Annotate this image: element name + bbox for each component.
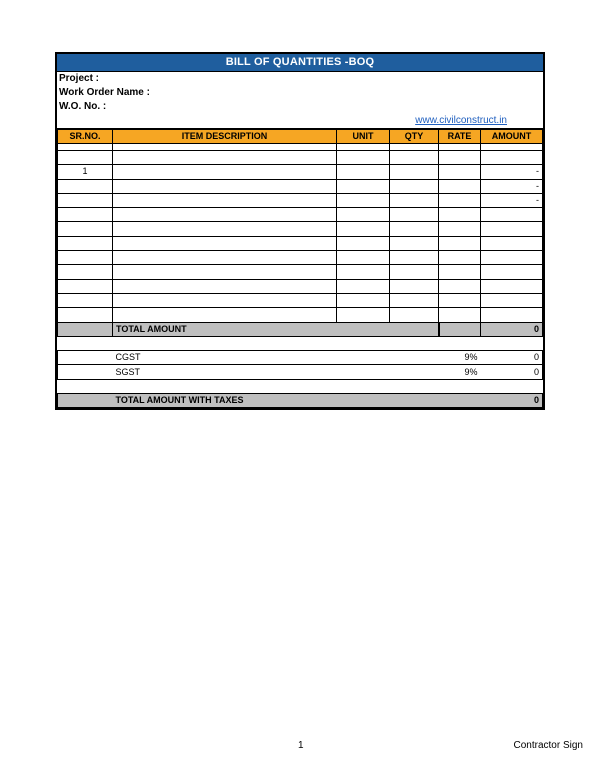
website-link[interactable]: www.civilconstruct.in	[415, 115, 507, 126]
tax-row-cgst	[58, 351, 543, 365]
cell-qty	[390, 208, 439, 222]
cell-unit	[337, 251, 390, 265]
cell-rate	[439, 193, 481, 207]
cell-unit	[337, 165, 390, 179]
cell-qty	[390, 151, 439, 165]
cell-description	[113, 236, 337, 250]
cell-unit	[337, 279, 390, 293]
cell-amount: -	[481, 193, 543, 207]
grand-total-value: 0	[481, 394, 543, 408]
cell-unit	[337, 308, 390, 322]
table-row	[58, 265, 543, 279]
cell-sr-no	[58, 222, 113, 236]
total-amount-value: 0	[481, 322, 543, 336]
project-label: Project :	[59, 73, 100, 84]
tax-value: 0	[481, 351, 543, 365]
cell-amount	[481, 265, 543, 279]
table-row	[58, 308, 543, 322]
cell-unit	[337, 236, 390, 250]
header-item-description: ITEM DESCRIPTION	[113, 129, 337, 144]
cell-unit	[337, 151, 390, 165]
cell-amount	[481, 308, 543, 322]
cell-description	[113, 308, 337, 322]
tax-name: CGST	[113, 351, 439, 365]
total-amount-row	[58, 322, 543, 336]
cell-sr-no	[58, 179, 113, 193]
cell-qty	[390, 165, 439, 179]
cell-unit	[337, 179, 390, 193]
table-row	[58, 208, 543, 222]
cell-description	[113, 151, 337, 165]
tax-value: 0	[481, 365, 543, 379]
cell-qty	[390, 222, 439, 236]
table-header-row	[58, 129, 543, 144]
cell-unit	[337, 265, 390, 279]
blank-row	[58, 336, 543, 350]
table-row	[58, 222, 543, 236]
cell-sr-no	[58, 151, 113, 165]
website-row	[57, 114, 543, 128]
tax-rate: 9%	[439, 351, 481, 365]
total-amount-label: TOTAL AMOUNT	[113, 322, 439, 336]
cell-amount	[481, 251, 543, 265]
header-amount: AMOUNT	[481, 129, 543, 144]
cell-rate	[439, 279, 481, 293]
work-order-label: Work Order Name :	[59, 87, 150, 98]
cell-amount: -	[481, 179, 543, 193]
page-number: 1	[298, 740, 304, 751]
cell-sr-no	[58, 193, 113, 207]
table-row	[58, 193, 543, 207]
cell-description	[113, 265, 337, 279]
cell-description	[113, 165, 337, 179]
cell-qty	[390, 193, 439, 207]
cell-description	[113, 251, 337, 265]
cell-rate	[439, 208, 481, 222]
cell-sr-no	[58, 279, 113, 293]
contractor-sign: Contractor Sign	[513, 740, 583, 751]
cell-qty	[390, 236, 439, 250]
boq-title: BILL OF QUANTITIES -BOQ	[57, 54, 543, 72]
cell-rate	[439, 236, 481, 250]
cell-description	[113, 208, 337, 222]
cell-amount	[481, 208, 543, 222]
cell-qty	[390, 308, 439, 322]
table-row	[58, 165, 543, 179]
table-row	[58, 151, 543, 165]
cell-qty	[390, 279, 439, 293]
cell-unit	[337, 222, 390, 236]
table-row	[58, 236, 543, 250]
cell-description	[113, 193, 337, 207]
cell-rate	[439, 265, 481, 279]
tax-rate: 9%	[439, 365, 481, 379]
cell-sr-no	[58, 236, 113, 250]
table-row	[58, 279, 543, 293]
cell-sr-no: 1	[58, 165, 113, 179]
cell-sr-no	[58, 265, 113, 279]
cell-description	[113, 293, 337, 307]
grand-total-label: TOTAL AMOUNT WITH TAXES	[113, 394, 481, 408]
cell-rate	[439, 179, 481, 193]
header-unit: UNIT	[337, 129, 390, 144]
cell-rate	[439, 222, 481, 236]
cell-qty	[390, 293, 439, 307]
cell-sr-no	[58, 308, 113, 322]
grand-total-row	[58, 394, 543, 408]
header-qty: QTY	[390, 129, 439, 144]
cell-qty	[390, 265, 439, 279]
table-row	[58, 251, 543, 265]
cell-description	[113, 279, 337, 293]
tax-row-sgst	[58, 365, 543, 379]
cell-rate	[439, 151, 481, 165]
cell-description	[113, 179, 337, 193]
cell-rate	[439, 165, 481, 179]
tax-name: SGST	[113, 365, 439, 379]
cell-unit	[337, 208, 390, 222]
header-rate: RATE	[439, 129, 481, 144]
table-row	[58, 179, 543, 193]
cell-sr-no	[58, 251, 113, 265]
cell-amount	[481, 236, 543, 250]
header-sr-no: SR.NO.	[58, 129, 113, 144]
cell-sr-no	[58, 293, 113, 307]
cell-unit	[337, 193, 390, 207]
spacer-row	[58, 144, 543, 151]
cell-sr-no	[58, 208, 113, 222]
cell-amount: -	[481, 165, 543, 179]
cell-qty	[390, 179, 439, 193]
cell-amount	[481, 279, 543, 293]
cell-rate	[439, 293, 481, 307]
cell-rate	[439, 308, 481, 322]
cell-rate	[439, 251, 481, 265]
cell-amount	[481, 293, 543, 307]
wo-number-label: W.O. No. :	[59, 101, 107, 112]
cell-unit	[337, 293, 390, 307]
cell-description	[113, 222, 337, 236]
boq-sheet	[55, 52, 545, 410]
cell-amount	[481, 151, 543, 165]
cell-qty	[390, 251, 439, 265]
boq-table	[57, 128, 543, 408]
table-row	[58, 293, 543, 307]
cell-amount	[481, 222, 543, 236]
blank-row	[58, 379, 543, 393]
